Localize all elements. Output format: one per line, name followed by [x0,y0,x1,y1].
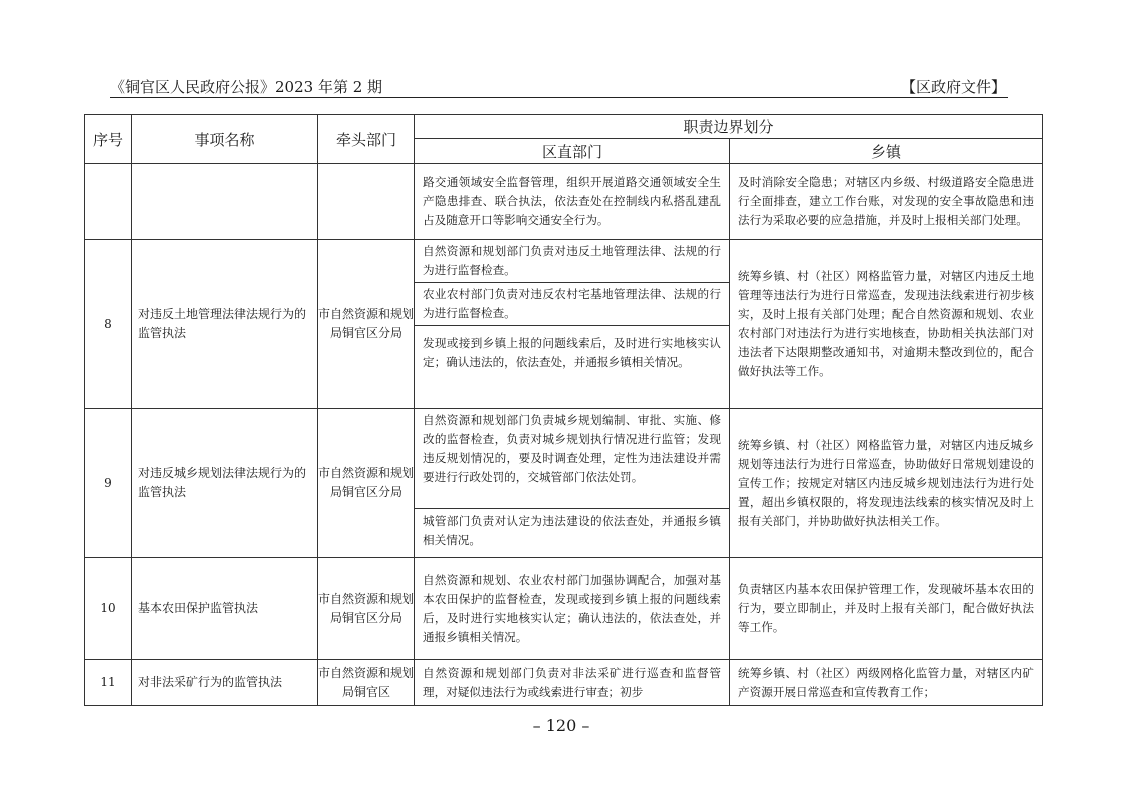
col-header-no: 序号 [85,115,132,164]
table-row [85,240,1043,409]
cell-district [415,240,730,409]
district-entry: 农业农村部门负责对违反农村宅基地管理法律、法规的行为进行监督检查。 [415,283,729,326]
bulletin-title: 《铜官区人民政府公报》2023 年第 2 期 [110,78,383,96]
district-entry: 城管部门负责对认定为违法建设的依法查处，并通报乡镇相关情况。 [423,514,721,547]
header-row [85,115,1043,139]
cell-item: 对非法采矿行为的监管执法 [132,660,318,706]
cell-item: 对违反土地管理法律法规行为的监管执法 [132,240,318,409]
cell-item [132,164,318,240]
cell-town: 负责辖区内基本农田保护管理工作，发现破坏基本农田的行为，要立即制止，并及时上报有关部门，配合做好执法等工作。 [730,558,1043,660]
table-row [85,660,1043,706]
cell-town: 统筹乡镇、村（社区）两级网格化监管力量，对辖区内矿产资源开展日常巡查和宣传教育工作； [730,660,1043,706]
table-row [85,409,1043,558]
cell-lead: 市自然资源和规划局铜官区分局 [318,558,415,660]
cell-no: 9 [85,409,132,558]
table-row [85,558,1043,660]
cell-lead: 市自然资源和规划局铜官区分局 [318,240,415,409]
cell-town: 统筹乡镇、村（社区）网格监管力量，对辖区内违反土地管理等违法行为进行日常巡查，发现违法线索进行初步核实，及时上报有关部门处理；配合自然资源和规划、农业农村部门对违法行为进行实地核查，协助相关执法部门对违法者下达限期整改通知书，对逾期未整改到位的，配合做好执法等工作。 [730,240,1043,409]
cell-town: 及时消除安全隐患；对辖区内乡级、村级道路安全隐患进行全面排查，建立工作台账，对发现的安全事故隐患和违法行为采取必要的应急措施，并及时上报相关部门处理。 [730,164,1043,240]
section-label: 【区政府文件】 [900,78,1006,96]
cell-town: 统筹乡镇、村（社区）网格监管力量，对辖区内违反城乡规划等违法行为进行日常巡查，协助做好日常规划建设的宣传工作；按规定对辖区内违反城乡规划违法行为进行处置，超出乡镇权限的，将发现违法线索的核实情况及时上报有关部门，并协助做好执法相关工作。 [730,409,1043,558]
cell-district: 路交通领域安全监督管理，组织开展道路交通领域安全生产隐患排查、联合执法，依法查处在控制线内私搭乱建乱占及随意开口等影响交通安全行为。 [415,164,730,240]
table-row-continued [85,164,1043,240]
cell-lead: 市自然资源和规划局铜官区分局 [318,409,415,558]
cell-district [415,409,730,558]
col-header-division: 职责边界划分 [415,115,1043,139]
col-header-lead: 牵头部门 [318,115,415,164]
page-number: – 120 – [532,716,590,735]
cell-lead [318,164,415,240]
cell-no: 10 [85,558,132,660]
cell-district: 自然资源和规划部门负责对非法采矿进行巡查和监督管理，对疑似违法行为或线索进行审查；初步 [415,660,730,706]
district-entry: 发现或接到乡镇上报的问题线索后，及时进行实地核实认定；确认违法的，依法查处，并通报乡镇相关情况。 [423,336,721,369]
cell-district: 自然资源和规划、农业农村部门加强协调配合，加强对基本农田保护的监督检查，发现或接到乡镇上报的问题线索后，及时进行实地核实认定；确认违法的，依法查处，并通报乡镇相关情况。 [415,558,730,660]
district-entry: 自然资源和规划部门负责对违反土地管理法律、法规的行为进行监督检查。 [415,240,729,283]
header-divider [110,97,1008,98]
cell-item: 基本农田保护监管执法 [132,558,318,660]
district-entry: 自然资源和规划部门负责城乡规划编制、审批、实施、修改的监督检查，负责对城乡规划执行情况进行监管；发现违反规划情况的，要及时调查处理，定性为违法建设并需要进行行政处罚的，交城管部门依法处罚。 [415,409,729,509]
col-header-town: 乡镇 [730,139,1043,164]
cell-no [85,164,132,240]
cell-lead: 市自然资源和规划局铜官区 [318,660,415,706]
responsibility-table [84,114,1043,706]
col-header-item: 事项名称 [132,115,318,164]
cell-no: 11 [85,660,132,706]
cell-item: 对违反城乡规划法律法规行为的监管执法 [132,409,318,558]
cell-no: 8 [85,240,132,409]
col-header-district: 区直部门 [415,139,730,164]
